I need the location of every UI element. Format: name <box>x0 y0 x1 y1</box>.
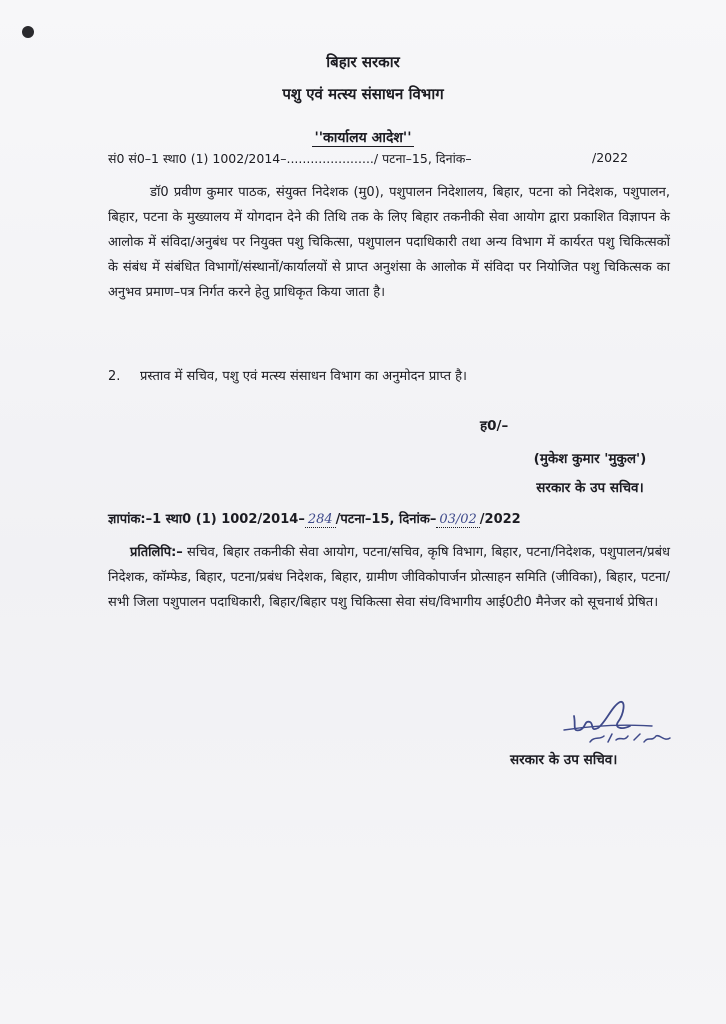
paragraph-1: डॉ0 प्रवीण कुमार पाठक, संयुक्त निदेशक (मु0), पशुपालन निदेशालय, बिहार, पटना को निदेशक, पशुपालन, बिहार, पटना के मुख्यालय में योगदान देने की तिथि तक के लिए बिहार तकनीकी सेवा आयोग द्वारा प्रकाशित विज्ञापन के आलोक में संविदा/अनुबंध पर नियुक्त पशु चिकित्सा, पशुपालन पदाधिकारी तथा अन्य विभाग में कार्यरत पशु चिकित्सकों के संबंध में संबंधित विभागों/संस्थानों/कार्यालयों से प्राप्त अनुशंसा के आलोक में संविदा पर नियोजित पशु चिकित्सक का अनुभव प्रमाण–पत्र निर्गत करने हेतु प्राधिकृत किया जाता है। <box>108 185 670 300</box>
memo-number-handwritten: 284 <box>305 512 336 528</box>
reference-number: सं0 सं0–1 स्था0 (1) 1002/2014–....................../ पटना–15, दिनांक– <box>108 151 472 166</box>
memo-date-handwritten: 03/02 <box>436 512 479 528</box>
copy-label: प्रतिलिपि:– <box>130 545 183 560</box>
government-heading: बिहार सरकार <box>326 53 400 71</box>
copy-text: सचिव, बिहार तकनीकी सेवा आयोग, पटना/सचिव, कृषि विभाग, बिहार, पटना/निदेशक, पशुपालन/प्रबंध निदेशक, कॉम्फेड, बिहार, पटना/प्रबंध निदेशक, बिहार, ग्रामीण जीविकोपार्जन प्रोत्साहन समिति (जीविका), बिहार, पटना/सभी जिला पशुपालन पदाधिकारी, बिहार/बिहार पशु चिकित्सा सेवा संघ/विभागीय आई0टी0 मैनेजर को सूचनार्थ प्रेषित। <box>108 545 670 610</box>
memo-line <box>108 509 668 527</box>
closing-signatory-post: सरकार के उप सचिव। <box>510 752 618 768</box>
order-title-text: ''कार्यालय आदेश'' <box>314 130 412 146</box>
signed-mark: ह0/– <box>480 418 509 434</box>
memo-year: /2022 <box>479 512 521 527</box>
punch-hole <box>22 26 34 38</box>
memo-prefix: ज्ञापांक:–1 स्था0 (1) 1002/2014– <box>108 512 305 527</box>
copy-to-paragraph <box>108 540 670 615</box>
paragraph-2-number: 2. <box>108 369 121 384</box>
paragraph-2-text: प्रस्ताव में सचिव, पशु एवं मत्स्य संसाधन विभाग का अनुमोदन प्राप्त है। <box>140 369 467 384</box>
reference-year: /2022 <box>592 150 629 165</box>
order-title <box>0 128 726 147</box>
memo-middle: /पटना–15, दिनांक– <box>335 512 437 527</box>
reference-line <box>108 150 668 167</box>
handwritten-signature <box>560 696 690 756</box>
department-heading: पशु एवं मत्स्य संसाधन विभाग <box>282 85 444 103</box>
signatory-post: सरकार के उप सचिव। <box>536 480 644 496</box>
paragraph-2 <box>108 364 670 389</box>
signatory-name: (मुकेश कुमार 'मुकुल') <box>533 451 647 467</box>
